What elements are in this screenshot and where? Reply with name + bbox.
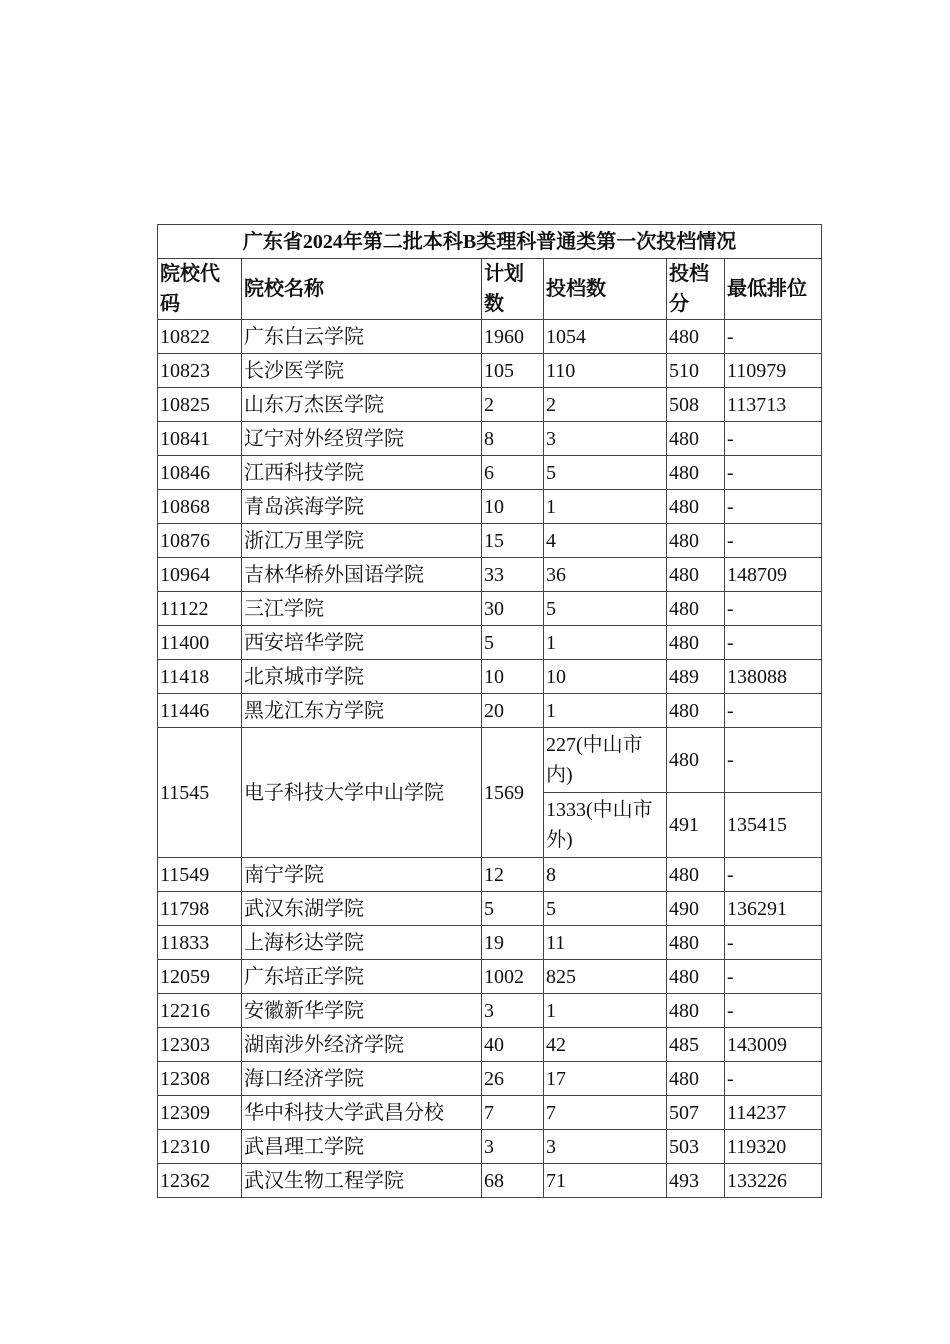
cell-admitted: 36 bbox=[544, 558, 667, 592]
cell-plan: 33 bbox=[482, 558, 544, 592]
cell-code: 11545 bbox=[158, 728, 242, 858]
cell-name: 吉林华桥外国语学院 bbox=[242, 558, 482, 592]
cell-plan: 19 bbox=[482, 926, 544, 960]
table-row bbox=[158, 994, 822, 1028]
cell-score: 503 bbox=[667, 1130, 725, 1164]
cell-rank: - bbox=[725, 490, 822, 524]
cell-name: 江西科技学院 bbox=[242, 456, 482, 490]
cell-rank: - bbox=[725, 626, 822, 660]
cell-plan: 3 bbox=[482, 1130, 544, 1164]
cell-admitted: 2 bbox=[544, 388, 667, 422]
header-row bbox=[158, 259, 822, 320]
cell-rank: - bbox=[725, 728, 822, 793]
cell-admitted: 3 bbox=[544, 422, 667, 456]
cell-plan: 15 bbox=[482, 524, 544, 558]
header-score: 投档分 bbox=[667, 259, 725, 320]
cell-rank: - bbox=[725, 994, 822, 1028]
cell-rank: 135415 bbox=[725, 793, 822, 858]
cell-plan: 3 bbox=[482, 994, 544, 1028]
cell-plan: 1960 bbox=[482, 320, 544, 354]
table-row bbox=[158, 694, 822, 728]
table-row bbox=[158, 728, 822, 793]
cell-score: 480 bbox=[667, 994, 725, 1028]
cell-plan: 68 bbox=[482, 1164, 544, 1198]
cell-score: 480 bbox=[667, 320, 725, 354]
cell-plan: 5 bbox=[482, 626, 544, 660]
cell-score: 480 bbox=[667, 456, 725, 490]
cell-name: 西安培华学院 bbox=[242, 626, 482, 660]
cell-name: 浙江万里学院 bbox=[242, 524, 482, 558]
cell-code: 10868 bbox=[158, 490, 242, 524]
cell-admitted: 4 bbox=[544, 524, 667, 558]
cell-plan: 7 bbox=[482, 1096, 544, 1130]
header-name: 院校名称 bbox=[242, 259, 482, 320]
cell-name: 长沙医学院 bbox=[242, 354, 482, 388]
cell-name: 武汉生物工程学院 bbox=[242, 1164, 482, 1198]
cell-admitted: 17 bbox=[544, 1062, 667, 1096]
cell-score: 480 bbox=[667, 858, 725, 892]
cell-code: 11446 bbox=[158, 694, 242, 728]
cell-name: 广东白云学院 bbox=[242, 320, 482, 354]
cell-name: 海口经济学院 bbox=[242, 1062, 482, 1096]
table-row bbox=[158, 456, 822, 490]
cell-rank: 110979 bbox=[725, 354, 822, 388]
table-row bbox=[158, 354, 822, 388]
header-rank: 最低排位 bbox=[725, 259, 822, 320]
cell-plan: 6 bbox=[482, 456, 544, 490]
table-row bbox=[158, 1062, 822, 1096]
cell-plan: 10 bbox=[482, 660, 544, 694]
cell-score: 510 bbox=[667, 354, 725, 388]
table-row bbox=[158, 858, 822, 892]
cell-name: 武昌理工学院 bbox=[242, 1130, 482, 1164]
cell-code: 10823 bbox=[158, 354, 242, 388]
cell-admitted: 10 bbox=[544, 660, 667, 694]
cell-code: 10825 bbox=[158, 388, 242, 422]
cell-plan: 105 bbox=[482, 354, 544, 388]
cell-admitted: 3 bbox=[544, 1130, 667, 1164]
cell-rank: 143009 bbox=[725, 1028, 822, 1062]
table-row bbox=[158, 1164, 822, 1198]
cell-plan: 1569 bbox=[482, 728, 544, 858]
cell-score: 491 bbox=[667, 793, 725, 858]
table-row bbox=[158, 926, 822, 960]
cell-name: 黑龙江东方学院 bbox=[242, 694, 482, 728]
cell-score: 507 bbox=[667, 1096, 725, 1130]
cell-rank: 113713 bbox=[725, 388, 822, 422]
header-admitted: 投档数 bbox=[544, 259, 667, 320]
table-row bbox=[158, 1096, 822, 1130]
cell-admitted: 1 bbox=[544, 994, 667, 1028]
cell-plan: 20 bbox=[482, 694, 544, 728]
cell-plan: 10 bbox=[482, 490, 544, 524]
cell-rank: - bbox=[725, 422, 822, 456]
cell-rank: 119320 bbox=[725, 1130, 822, 1164]
cell-name: 华中科技大学武昌分校 bbox=[242, 1096, 482, 1130]
cell-name: 山东万杰医学院 bbox=[242, 388, 482, 422]
cell-admitted: 1 bbox=[544, 626, 667, 660]
cell-code: 11400 bbox=[158, 626, 242, 660]
cell-plan: 40 bbox=[482, 1028, 544, 1062]
cell-admitted: 227(中山市内) bbox=[544, 728, 667, 793]
cell-admitted: 1054 bbox=[544, 320, 667, 354]
cell-code: 12303 bbox=[158, 1028, 242, 1062]
cell-score: 480 bbox=[667, 490, 725, 524]
cell-code: 10822 bbox=[158, 320, 242, 354]
admission-table bbox=[157, 224, 822, 1198]
cell-rank: - bbox=[725, 320, 822, 354]
cell-code: 12309 bbox=[158, 1096, 242, 1130]
cell-rank: - bbox=[725, 926, 822, 960]
cell-score: 480 bbox=[667, 1062, 725, 1096]
cell-plan: 8 bbox=[482, 422, 544, 456]
cell-score: 480 bbox=[667, 558, 725, 592]
cell-plan: 12 bbox=[482, 858, 544, 892]
table-row bbox=[158, 592, 822, 626]
table-body bbox=[158, 320, 822, 1198]
cell-score: 480 bbox=[667, 524, 725, 558]
cell-code: 11122 bbox=[158, 592, 242, 626]
cell-plan: 5 bbox=[482, 892, 544, 926]
cell-rank: - bbox=[725, 592, 822, 626]
cell-code: 12059 bbox=[158, 960, 242, 994]
cell-admitted: 71 bbox=[544, 1164, 667, 1198]
cell-name: 青岛滨海学院 bbox=[242, 490, 482, 524]
cell-rank: 136291 bbox=[725, 892, 822, 926]
cell-name: 上海杉达学院 bbox=[242, 926, 482, 960]
table-row bbox=[158, 558, 822, 592]
cell-rank: - bbox=[725, 960, 822, 994]
cell-rank: 133226 bbox=[725, 1164, 822, 1198]
cell-code: 10876 bbox=[158, 524, 242, 558]
cell-code: 10846 bbox=[158, 456, 242, 490]
cell-code: 11833 bbox=[158, 926, 242, 960]
cell-admitted: 110 bbox=[544, 354, 667, 388]
cell-name: 武汉东湖学院 bbox=[242, 892, 482, 926]
cell-admitted: 1 bbox=[544, 490, 667, 524]
table-row bbox=[158, 626, 822, 660]
cell-name: 南宁学院 bbox=[242, 858, 482, 892]
cell-admitted: 5 bbox=[544, 592, 667, 626]
cell-rank: - bbox=[725, 1062, 822, 1096]
cell-score: 489 bbox=[667, 660, 725, 694]
cell-code: 11798 bbox=[158, 892, 242, 926]
cell-code: 11418 bbox=[158, 660, 242, 694]
cell-score: 480 bbox=[667, 926, 725, 960]
cell-admitted: 5 bbox=[544, 456, 667, 490]
cell-name: 电子科技大学中山学院 bbox=[242, 728, 482, 858]
cell-name: 广东培正学院 bbox=[242, 960, 482, 994]
cell-code: 12308 bbox=[158, 1062, 242, 1096]
table-row bbox=[158, 524, 822, 558]
cell-code: 12216 bbox=[158, 994, 242, 1028]
table-row bbox=[158, 1028, 822, 1062]
cell-code: 11549 bbox=[158, 858, 242, 892]
cell-admitted: 42 bbox=[544, 1028, 667, 1062]
cell-rank: 114237 bbox=[725, 1096, 822, 1130]
table-row bbox=[158, 422, 822, 456]
cell-name: 三江学院 bbox=[242, 592, 482, 626]
cell-score: 490 bbox=[667, 892, 725, 926]
cell-admitted: 5 bbox=[544, 892, 667, 926]
header-plan: 计划数 bbox=[482, 259, 544, 320]
cell-plan: 2 bbox=[482, 388, 544, 422]
cell-score: 480 bbox=[667, 960, 725, 994]
cell-admitted: 825 bbox=[544, 960, 667, 994]
table-title: 广东省2024年第二批本科B类理科普通类第一次投档情况 bbox=[158, 225, 822, 259]
header-code: 院校代码 bbox=[158, 259, 242, 320]
cell-score: 480 bbox=[667, 728, 725, 793]
table-row bbox=[158, 388, 822, 422]
cell-score: 480 bbox=[667, 694, 725, 728]
admission-table-sheet bbox=[157, 224, 822, 1198]
cell-rank: - bbox=[725, 456, 822, 490]
cell-score: 480 bbox=[667, 592, 725, 626]
cell-code: 12362 bbox=[158, 1164, 242, 1198]
cell-rank: 138088 bbox=[725, 660, 822, 694]
cell-code: 10841 bbox=[158, 422, 242, 456]
cell-admitted: 8 bbox=[544, 858, 667, 892]
table-row bbox=[158, 1130, 822, 1164]
cell-rank: - bbox=[725, 524, 822, 558]
cell-rank: - bbox=[725, 858, 822, 892]
cell-plan: 1002 bbox=[482, 960, 544, 994]
cell-name: 北京城市学院 bbox=[242, 660, 482, 694]
table-row bbox=[158, 960, 822, 994]
cell-score: 480 bbox=[667, 422, 725, 456]
cell-admitted: 11 bbox=[544, 926, 667, 960]
cell-score: 480 bbox=[667, 626, 725, 660]
cell-name: 安徽新华学院 bbox=[242, 994, 482, 1028]
cell-plan: 30 bbox=[482, 592, 544, 626]
table-row bbox=[158, 490, 822, 524]
cell-score: 508 bbox=[667, 388, 725, 422]
cell-plan: 26 bbox=[482, 1062, 544, 1096]
table-row bbox=[158, 660, 822, 694]
table-row bbox=[158, 320, 822, 354]
cell-code: 10964 bbox=[158, 558, 242, 592]
cell-score: 493 bbox=[667, 1164, 725, 1198]
cell-admitted: 1 bbox=[544, 694, 667, 728]
cell-name: 湖南涉外经济学院 bbox=[242, 1028, 482, 1062]
cell-admitted: 7 bbox=[544, 1096, 667, 1130]
cell-rank: 148709 bbox=[725, 558, 822, 592]
cell-code: 12310 bbox=[158, 1130, 242, 1164]
cell-rank: - bbox=[725, 694, 822, 728]
table-row bbox=[158, 892, 822, 926]
cell-name: 辽宁对外经贸学院 bbox=[242, 422, 482, 456]
cell-score: 485 bbox=[667, 1028, 725, 1062]
cell-admitted: 1333(中山市外) bbox=[544, 793, 667, 858]
